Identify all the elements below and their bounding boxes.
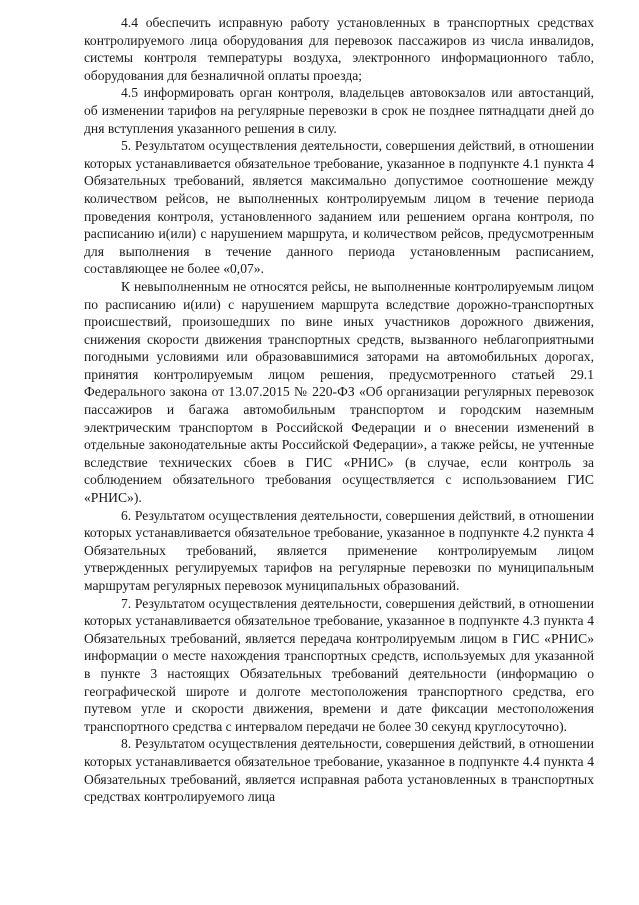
paragraph-5-exceptions: К невыполненным не относятся рейсы, не выполненные контролируемым лицом по расписанию и(или) с нарушением маршрута вследствие дорожно-транспортных происшествий, произошедших по вине иных участников дорожного движения, снижения скорости движения транспортных средств, вызванного неблагоприятными погодными условиями или образовавшимися заторами на автомобильных дорогах, принятия контролируемым лицом решения, предусмотренного статьей 29.1 Федерального закона от 13.07.2015 № 220-ФЗ «Об организации регулярных перевозок пассажиров и багажа автомобильным транспортом и городским наземным электрическим транспортом в Российской Федерации и о внесении изменений в отдельные законодательные акты Российской Федерации», а также рейсы, не учтенные вследствие технических сбоев в ГИС «РНИС» (в случае, если контроль за соблюдением обязательного требования осуществляется с использованием ГИС «РНИС»). [84,278,594,506]
document-page [84,14,594,806]
paragraph-5: 5. Результатом осуществления деятельности, совершения действий, в отношении которых устанавливается обязательное требование, указанное в подпункте 4.1 пункта 4 Обязательных требований, является максимально допустимое соотношение между количеством рейсов, не выполненных контролируемым лицом в течение периода проведения контроля, установленного заданием или решением органа контроля, по расписанию и(или) с нарушением маршрута, и количеством рейсов, предусмотренным для выполнения в течение данного периода установленным расписанием, составляющее не более «0,07». [84,138,594,277]
paragraph-6: 6. Результатом осуществления деятельности, совершения действий, в отношении которых устанавливается обязательное требование, указанное в подпункте 4.2 пункта 4 Обязательных требований, является применение контролируемым лицом утвержденных регулируемых тарифов на регулярные перевозки по муниципальным маршрутам регулярных перевозок муниципальных образований. [84,507,594,593]
paragraph-4-4: 4.4 обеспечить исправную работу установленных в транспортных средствах контролируемого лица оборудования для перевозок пассажиров из числа инвалидов, системы контроля температуры воздуха, электронного информационного табло, оборудования для безналичной оплаты проезда; [84,15,594,83]
paragraph-8: 8. Результатом осуществления деятельности, совершения действий, в отношении которых устанавливается обязательное требование, указанное в подпункте 4.4 пункта 4 Обязательных требований, является исправная работа установленных в транспортных средствах контролируемого лица [84,736,594,805]
paragraph-4-5: 4.5 информировать орган контроля, владельцев автовокзалов или автостанций, об изменении тарифов на регулярные перевозки в срок не позднее пятнадцати дней до дня вступления указанного решения в силу. [84,85,594,136]
paragraph-7: 7. Результатом осуществления деятельности, совершения действий, в отношении которых устанавливается обязательное требование, указанное в подпункте 4.3 пункта 4 Обязательных требований, является передача контролируемым лицом в ГИС «РНИС» информации о месте нахождения транспортных средств, используемых для указанной в пункте 3 настоящих Обязательных требований деятельности (информацию о географической широте и долготе местоположения транспортного средства, его путевом угле и скорости движения, времени и дате фиксации местоположения транспортного средства с интервалом передачи не более 30 секунд круглосуточно). [84,595,594,734]
